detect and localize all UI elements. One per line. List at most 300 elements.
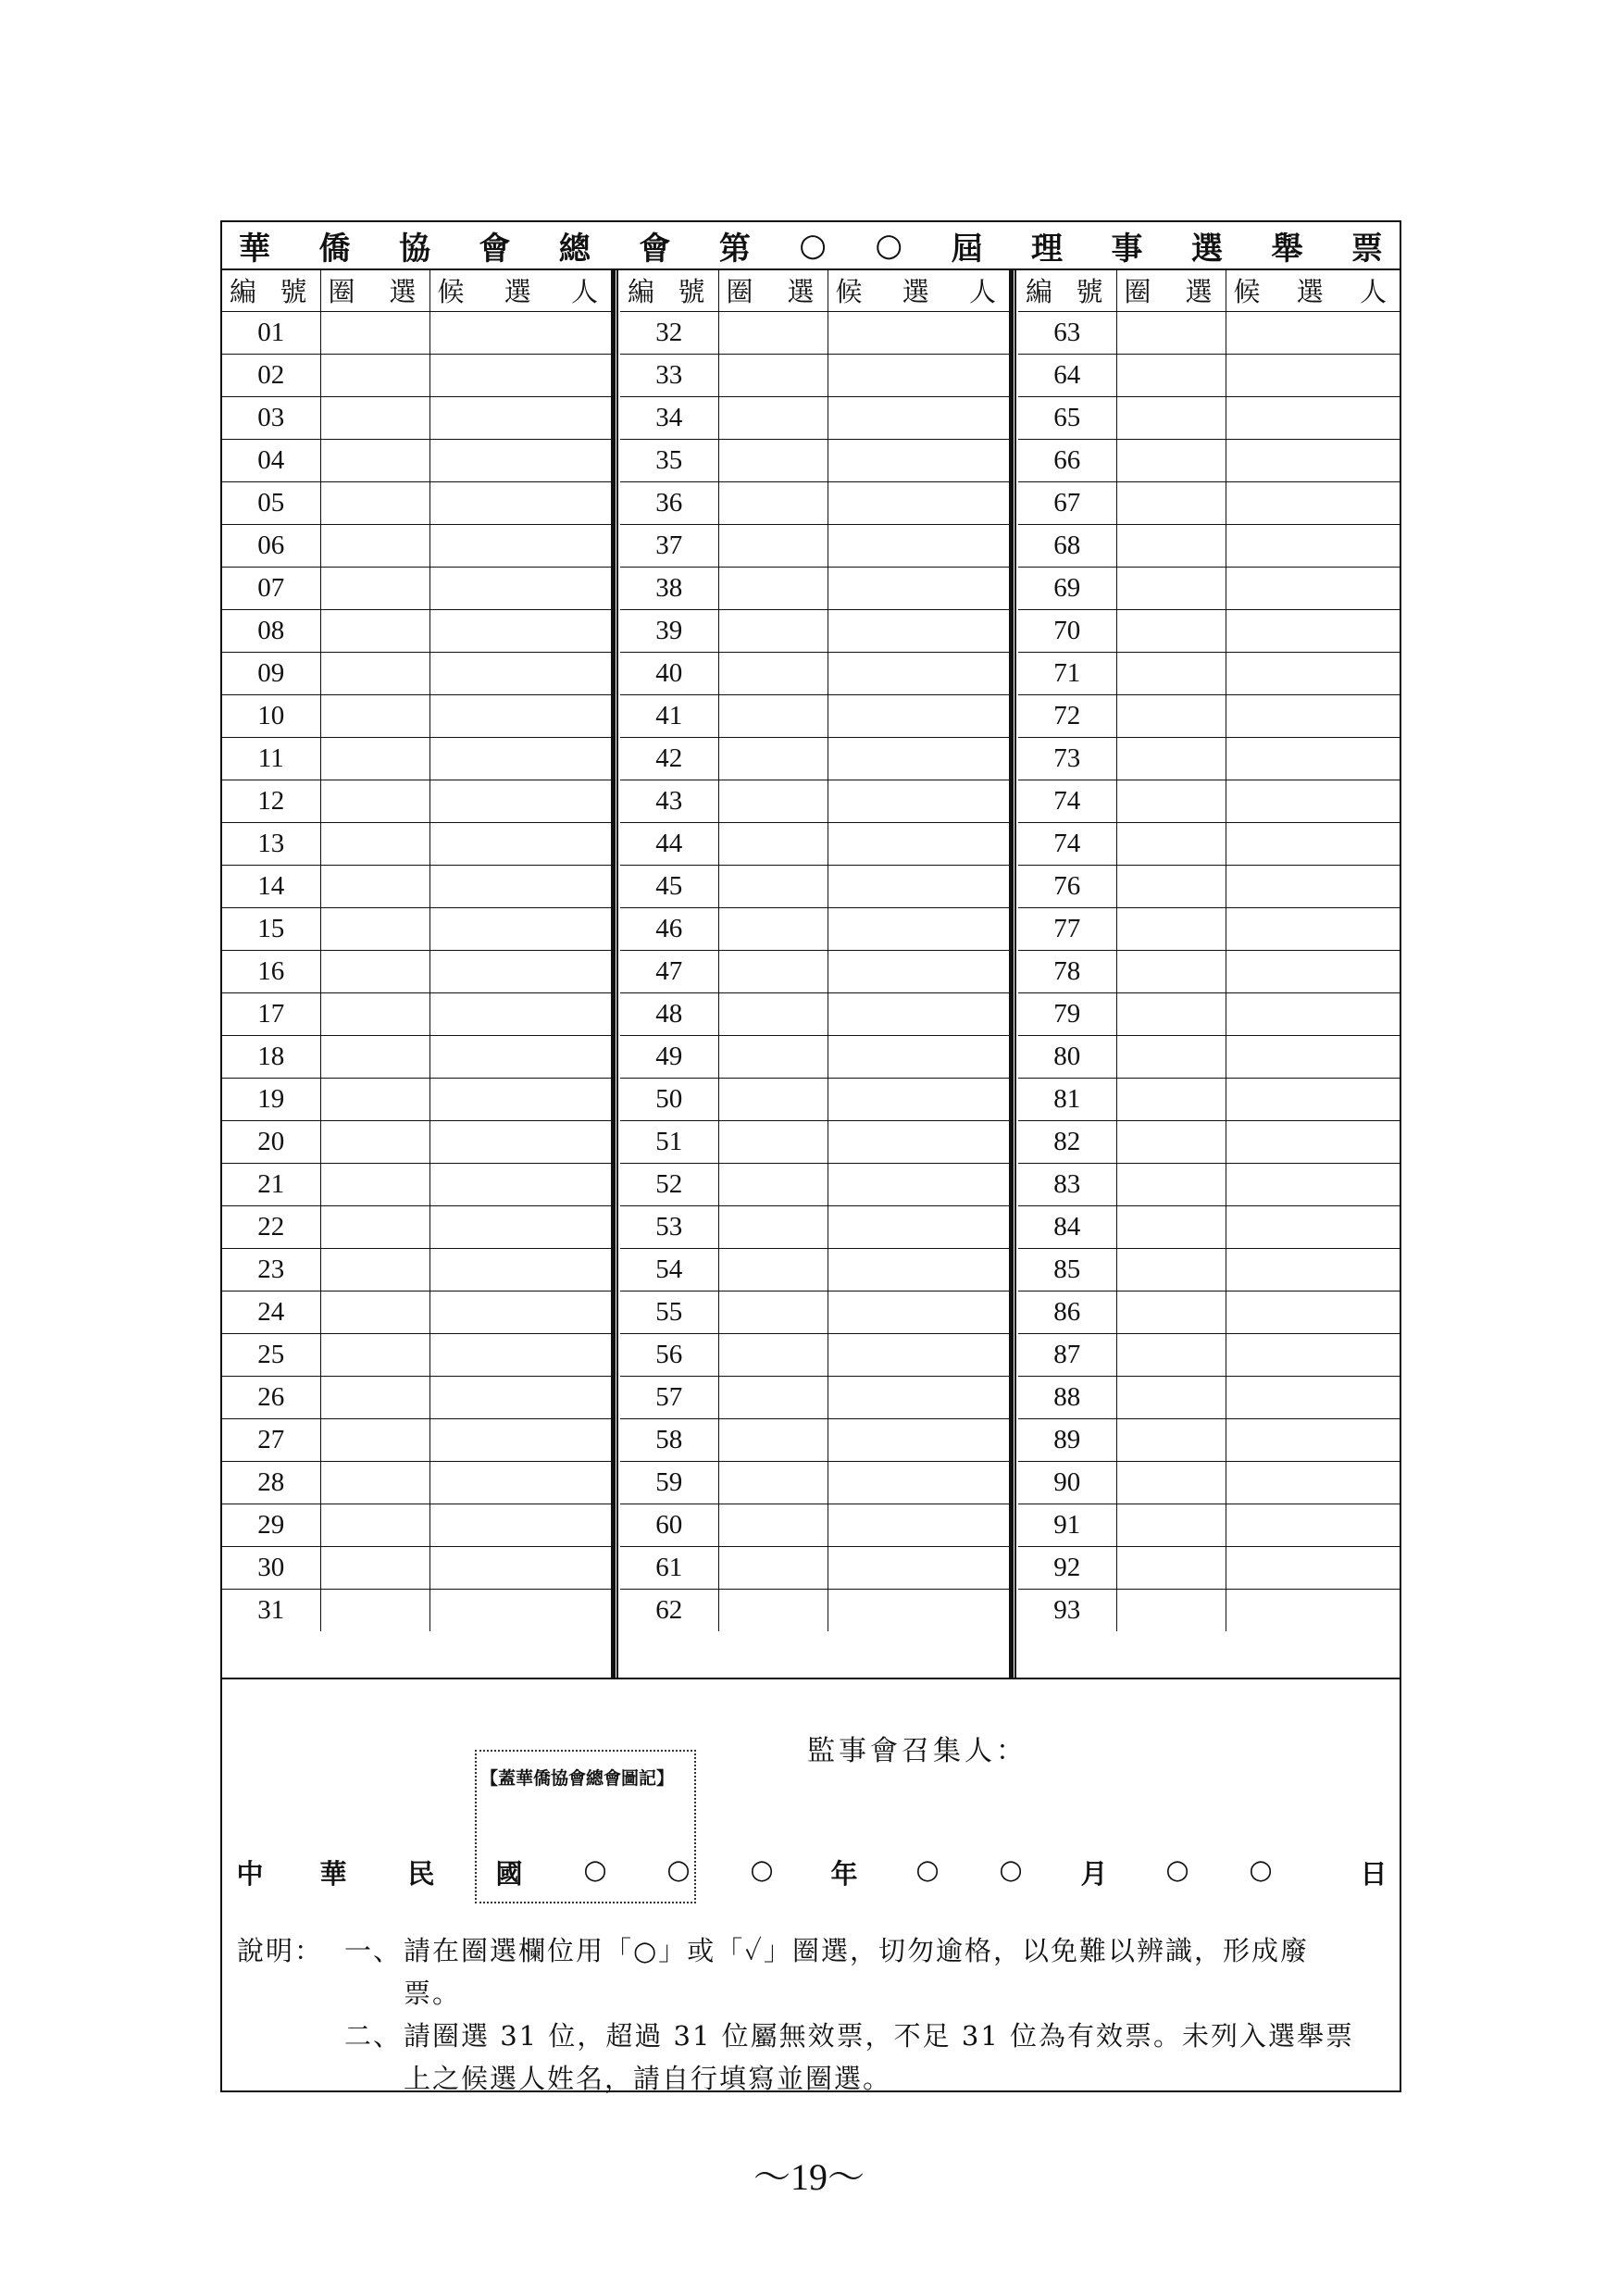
candidate-name-cell[interactable] [429, 481, 611, 524]
table-row [222, 311, 611, 354]
candidate-name-cell[interactable] [429, 311, 611, 354]
circle-cell[interactable] [718, 737, 828, 780]
candidate-name-cell[interactable] [429, 1589, 611, 1631]
title-char: 第 [718, 230, 751, 268]
circle-cell[interactable] [320, 1333, 429, 1376]
circle-cell[interactable] [718, 481, 828, 524]
candidate-number: 06 [222, 524, 320, 567]
candidate-name-cell[interactable] [429, 1546, 611, 1589]
circle-cell[interactable] [1116, 567, 1226, 609]
candidate-name-cell[interactable] [1226, 822, 1400, 865]
candidate-name-cell[interactable] [429, 1418, 611, 1461]
table-row [222, 1461, 611, 1504]
circle-cell[interactable] [1116, 780, 1226, 822]
candidate-name-cell[interactable] [429, 950, 611, 992]
candidate-name-cell[interactable] [828, 1163, 1009, 1205]
candidate-number: 69 [1018, 567, 1116, 609]
candidate-name-cell[interactable] [828, 694, 1009, 737]
candidate-name-cell[interactable] [1226, 609, 1400, 652]
header-candidate-char: 人 [1359, 276, 1392, 308]
candidate-name-cell[interactable] [1226, 1376, 1400, 1418]
circle-cell[interactable] [1116, 992, 1226, 1035]
circle-cell[interactable] [718, 1163, 828, 1205]
header-candidate [429, 270, 611, 311]
table-row [1018, 609, 1400, 652]
circle-cell[interactable] [320, 1376, 429, 1418]
circle-cell[interactable] [1116, 1504, 1226, 1546]
circle-cell[interactable] [320, 1120, 429, 1163]
circle-cell[interactable] [718, 652, 828, 694]
candidate-number: 32 [620, 311, 718, 354]
title-char: 選 [1190, 230, 1223, 268]
circle-cell[interactable] [320, 1504, 429, 1546]
circle-cell[interactable] [1116, 652, 1226, 694]
candidate-name-cell[interactable] [1226, 1589, 1400, 1631]
candidate-name-cell[interactable] [429, 1291, 611, 1333]
candidate-name-cell[interactable] [828, 950, 1009, 992]
circle-cell[interactable] [718, 1078, 828, 1120]
candidate-name-cell[interactable] [828, 567, 1009, 609]
header-candidate-char: 人 [968, 276, 1002, 308]
title-char: 華 [239, 230, 270, 268]
candidate-name-cell[interactable] [429, 609, 611, 652]
candidate-name-cell[interactable] [429, 992, 611, 1035]
candidate-number: 42 [620, 737, 718, 780]
table-row [1018, 1546, 1400, 1589]
candidate-number: 85 [1018, 1248, 1116, 1291]
circle-cell[interactable] [1116, 354, 1226, 396]
circle-cell[interactable] [320, 737, 429, 780]
table-row [222, 1376, 611, 1418]
candidate-name-cell[interactable] [1226, 1120, 1400, 1163]
candidate-name-cell[interactable] [1226, 865, 1400, 907]
circle-cell[interactable] [320, 1589, 429, 1631]
circle-cell[interactable] [718, 694, 828, 737]
circle-cell[interactable] [320, 1291, 429, 1333]
circle-cell[interactable] [1116, 737, 1226, 780]
candidate-number: 87 [1018, 1333, 1116, 1376]
candidate-name-cell[interactable] [429, 865, 611, 907]
candidate-number: 74 [1018, 822, 1116, 865]
candidate-name-cell[interactable] [828, 1589, 1009, 1631]
candidate-name-cell[interactable] [828, 1120, 1009, 1163]
candidate-name-cell[interactable] [429, 1078, 611, 1120]
date-char: ○ [666, 1853, 691, 1885]
circle-cell[interactable] [320, 780, 429, 822]
table-row [222, 992, 611, 1035]
candidate-name-cell[interactable] [828, 524, 1009, 567]
circle-cell[interactable] [718, 311, 828, 354]
candidate-name-cell[interactable] [828, 1376, 1009, 1418]
header-row [1018, 270, 1400, 311]
instructions-label: 說明： [237, 1935, 324, 1966]
candidate-name-cell[interactable] [1226, 311, 1400, 354]
circle-cell[interactable] [320, 865, 429, 907]
table-row [222, 524, 611, 567]
candidate-number: 17 [222, 992, 320, 1035]
candidate-number: 41 [620, 694, 718, 737]
circle-cell[interactable] [1116, 694, 1226, 737]
candidate-name-cell[interactable] [1226, 737, 1400, 780]
circle-cell[interactable] [320, 481, 429, 524]
circle-cell[interactable] [718, 780, 828, 822]
seal-placeholder-text: 【蓋華僑協會總會圖記】 [480, 1768, 675, 1789]
instruction-1-text-cont: 票。 [404, 1978, 462, 2009]
candidate-number: 63 [1018, 311, 1116, 354]
circle-cell[interactable] [718, 1589, 828, 1631]
candidate-name-cell[interactable] [1226, 354, 1400, 396]
circle-cell[interactable] [320, 524, 429, 567]
header-candidate-char: 候 [835, 276, 868, 308]
candidate-number: 83 [1018, 1163, 1116, 1205]
table-row [222, 439, 611, 481]
table-row [1018, 694, 1400, 737]
circle-cell[interactable] [320, 396, 429, 439]
circle-cell[interactable] [718, 1248, 828, 1291]
candidate-name-cell[interactable] [828, 609, 1009, 652]
header-circle-char: 選 [787, 276, 820, 308]
table-row [620, 694, 1009, 737]
table-row [1018, 950, 1400, 992]
candidate-name-cell[interactable] [828, 1035, 1009, 1078]
candidate-name-cell[interactable] [429, 1035, 611, 1078]
candidate-name-cell[interactable] [1226, 396, 1400, 439]
circle-cell[interactable] [320, 439, 429, 481]
candidate-name-cell[interactable] [1226, 694, 1400, 737]
candidate-name-cell[interactable] [429, 822, 611, 865]
candidate-name-cell[interactable] [429, 1163, 611, 1205]
candidate-name-cell[interactable] [828, 481, 1009, 524]
candidate-name-cell[interactable] [429, 524, 611, 567]
candidate-name-cell[interactable] [429, 694, 611, 737]
table-row [222, 1589, 611, 1631]
candidate-name-cell[interactable] [429, 907, 611, 950]
candidate-number: 43 [620, 780, 718, 822]
circle-cell[interactable] [320, 567, 429, 609]
candidate-number: 66 [1018, 439, 1116, 481]
candidate-name-cell[interactable] [429, 1376, 611, 1418]
circle-cell[interactable] [1116, 907, 1226, 950]
candidate-name-cell[interactable] [828, 311, 1009, 354]
circle-cell[interactable] [718, 950, 828, 992]
table-row [1018, 1333, 1400, 1376]
table-row [1018, 1291, 1400, 1333]
candidate-name-cell[interactable] [429, 439, 611, 481]
circle-cell[interactable] [718, 907, 828, 950]
candidate-name-cell[interactable] [828, 652, 1009, 694]
column-separator [1009, 270, 1018, 1678]
candidate-name-cell[interactable] [1226, 950, 1400, 992]
table-row [222, 567, 611, 609]
table-row [1018, 1035, 1400, 1078]
candidate-number: 61 [620, 1546, 718, 1589]
candidate-name-cell[interactable] [828, 396, 1009, 439]
circle-cell[interactable] [320, 992, 429, 1035]
instructions [237, 1929, 1387, 2100]
candidate-name-cell[interactable] [429, 1248, 611, 1291]
candidate-name-cell[interactable] [828, 1333, 1009, 1376]
candidate-number: 79 [1018, 992, 1116, 1035]
instruction-2-text: 請圈選 31 位，超過 31 位屬無效票，不足 31 位為有效票。未列入選舉票 [404, 2020, 1355, 2052]
table-row [620, 950, 1009, 992]
table-row [620, 652, 1009, 694]
candidate-name-cell[interactable] [1226, 439, 1400, 481]
circle-cell[interactable] [1116, 1163, 1226, 1205]
header-candidate [828, 270, 1009, 311]
circle-cell[interactable] [1116, 1418, 1226, 1461]
candidate-name-cell[interactable] [1226, 1291, 1400, 1333]
table-row [1018, 1078, 1400, 1120]
candidate-name-cell[interactable] [1226, 524, 1400, 567]
table-row [222, 1291, 611, 1333]
candidate-name-cell[interactable] [1226, 1418, 1400, 1461]
candidate-number: 47 [620, 950, 718, 992]
candidate-name-cell[interactable] [429, 1120, 611, 1163]
header-candidate-char: 選 [1296, 276, 1329, 308]
candidate-name-cell[interactable] [828, 907, 1009, 950]
circle-cell[interactable] [718, 524, 828, 567]
candidate-name-cell[interactable] [429, 1205, 611, 1248]
circle-cell[interactable] [718, 1120, 828, 1163]
header-number [222, 270, 320, 311]
candidate-number: 38 [620, 567, 718, 609]
header-candidate-char: 候 [437, 276, 470, 308]
candidate-name-cell[interactable] [828, 1205, 1009, 1248]
circle-cell[interactable] [1116, 1333, 1226, 1376]
circle-cell[interactable] [1116, 1078, 1226, 1120]
title-char: 會 [639, 230, 671, 268]
title-char: ○ [799, 227, 827, 264]
table-row [1018, 567, 1400, 609]
circle-cell[interactable] [718, 439, 828, 481]
candidate-name-cell[interactable] [828, 1418, 1009, 1461]
circle-cell[interactable] [718, 354, 828, 396]
circle-cell[interactable] [718, 1376, 828, 1418]
candidate-name-cell[interactable] [828, 1461, 1009, 1504]
candidate-column-1 [222, 270, 611, 1678]
circle-cell[interactable] [1116, 865, 1226, 907]
circle-cell[interactable] [1116, 311, 1226, 354]
circle-cell[interactable] [1116, 481, 1226, 524]
date-char: 國 [495, 1858, 523, 1890]
candidate-name-cell[interactable] [429, 567, 611, 609]
circle-cell[interactable] [1116, 1589, 1226, 1631]
candidate-number: 57 [620, 1376, 718, 1418]
circle-cell[interactable] [320, 354, 429, 396]
circle-cell[interactable] [718, 1035, 828, 1078]
candidate-name-cell[interactable] [1226, 1078, 1400, 1120]
circle-cell[interactable] [1116, 1546, 1226, 1589]
candidate-number: 65 [1018, 396, 1116, 439]
circle-cell[interactable] [320, 1546, 429, 1589]
circle-cell[interactable] [718, 865, 828, 907]
table-row [620, 737, 1009, 780]
header-number-char: 號 [280, 276, 313, 308]
candidate-name-cell[interactable] [828, 780, 1009, 822]
candidate-name-cell[interactable] [828, 354, 1009, 396]
candidate-name-cell[interactable] [828, 865, 1009, 907]
candidate-number: 93 [1018, 1589, 1116, 1631]
candidate-number: 78 [1018, 950, 1116, 992]
candidate-name-cell[interactable] [1226, 1205, 1400, 1248]
candidate-name-cell[interactable] [1226, 567, 1400, 609]
date-char: ○ [915, 1853, 940, 1885]
candidate-name-cell[interactable] [1226, 652, 1400, 694]
circle-cell[interactable] [1116, 950, 1226, 992]
candidate-name-cell[interactable] [1226, 992, 1400, 1035]
candidate-number: 40 [620, 652, 718, 694]
date-char: ○ [999, 1853, 1023, 1885]
table-row [222, 1035, 611, 1078]
candidate-number: 37 [620, 524, 718, 567]
circle-cell[interactable] [320, 1205, 429, 1248]
page-number: ～19～ [753, 2156, 865, 2198]
header-number-char: 號 [678, 276, 711, 308]
title-char: 總 [558, 230, 591, 268]
candidate-number: 02 [222, 354, 320, 396]
table-row [222, 396, 611, 439]
candidate-number: 81 [1018, 1078, 1116, 1120]
header-candidate-char: 選 [504, 276, 537, 308]
table-row [222, 865, 611, 907]
table-row [1018, 907, 1400, 950]
candidate-name-cell[interactable] [828, 1546, 1009, 1589]
candidate-number: 03 [222, 396, 320, 439]
circle-cell[interactable] [1116, 609, 1226, 652]
header-number-char: 號 [1076, 276, 1109, 308]
candidate-name-cell[interactable] [1226, 481, 1400, 524]
candidate-name-cell[interactable] [1226, 1546, 1400, 1589]
candidate-name-cell[interactable] [429, 1333, 611, 1376]
circle-cell[interactable] [1116, 1120, 1226, 1163]
candidate-number: 54 [620, 1248, 718, 1291]
candidate-name-cell[interactable] [429, 1461, 611, 1504]
circle-cell[interactable] [320, 1461, 429, 1504]
circle-cell[interactable] [718, 822, 828, 865]
ballot-footer [222, 1678, 1400, 2096]
instruction-1-text: 請在圈選欄位用「○」或「✓」圈選，切勿逾格，以免難以辨識，形成廢 [404, 1935, 1310, 1966]
candidate-name-cell[interactable] [828, 1291, 1009, 1333]
candidate-number: 82 [1018, 1120, 1116, 1163]
circle-cell[interactable] [320, 822, 429, 865]
table-row [1018, 1504, 1400, 1546]
candidate-name-cell[interactable] [1226, 780, 1400, 822]
table-row [620, 609, 1009, 652]
circle-cell[interactable] [718, 1546, 828, 1589]
circle-cell[interactable] [1116, 396, 1226, 439]
candidate-name-cell[interactable] [828, 1248, 1009, 1291]
candidate-number: 30 [222, 1546, 320, 1589]
candidate-name-cell[interactable] [1226, 1163, 1400, 1205]
circle-cell[interactable] [718, 1504, 828, 1546]
table-row [222, 652, 611, 694]
candidate-name-cell[interactable] [1226, 1461, 1400, 1504]
candidate-number: 45 [620, 865, 718, 907]
candidate-name-cell[interactable] [828, 1504, 1009, 1546]
circle-cell[interactable] [718, 609, 828, 652]
header-number-char: 編 [230, 276, 263, 308]
circle-cell[interactable] [320, 1163, 429, 1205]
candidate-number: 19 [222, 1078, 320, 1120]
candidate-name-cell[interactable] [429, 1504, 611, 1546]
candidate-name-cell[interactable] [1226, 1248, 1400, 1291]
circle-cell[interactable] [1116, 1248, 1226, 1291]
table-row [620, 1546, 1009, 1589]
date-char: 民 [407, 1858, 435, 1890]
circle-cell[interactable] [1116, 1376, 1226, 1418]
circle-cell[interactable] [320, 652, 429, 694]
circle-cell[interactable] [320, 609, 429, 652]
candidate-name-cell[interactable] [828, 439, 1009, 481]
candidate-number: 10 [222, 694, 320, 737]
candidate-number: 04 [222, 439, 320, 481]
circle-cell[interactable] [320, 311, 429, 354]
circle-cell[interactable] [1116, 439, 1226, 481]
candidate-name-cell[interactable] [1226, 907, 1400, 950]
candidate-name-cell[interactable] [429, 780, 611, 822]
table-row [222, 1418, 611, 1461]
table-row [620, 780, 1009, 822]
circle-cell[interactable] [718, 1333, 828, 1376]
circle-cell[interactable] [1116, 1035, 1226, 1078]
circle-cell[interactable] [320, 1078, 429, 1120]
circle-cell[interactable] [718, 1291, 828, 1333]
candidate-name-cell[interactable] [828, 1078, 1009, 1120]
candidate-name-cell[interactable] [429, 652, 611, 694]
candidate-number: 50 [620, 1078, 718, 1120]
circle-cell[interactable] [718, 1205, 828, 1248]
candidate-column-3 [1018, 270, 1400, 1678]
circle-cell[interactable] [320, 1248, 429, 1291]
circle-cell[interactable] [718, 992, 828, 1035]
candidate-number: 76 [1018, 865, 1116, 907]
candidate-name-cell[interactable] [828, 822, 1009, 865]
circle-cell[interactable] [718, 396, 828, 439]
table-row [1018, 1589, 1400, 1631]
circle-cell[interactable] [1116, 1205, 1226, 1248]
circle-cell[interactable] [320, 950, 429, 992]
candidate-number: 31 [222, 1589, 320, 1631]
circle-cell[interactable] [718, 1418, 828, 1461]
candidate-name-cell[interactable] [828, 992, 1009, 1035]
table-row [620, 1418, 1009, 1461]
circle-cell[interactable] [1116, 822, 1226, 865]
candidate-name-cell[interactable] [1226, 1504, 1400, 1546]
candidate-number: 80 [1018, 1035, 1116, 1078]
table-row [222, 1205, 611, 1248]
circle-cell[interactable] [718, 1461, 828, 1504]
circle-cell[interactable] [320, 1035, 429, 1078]
table-row [1018, 311, 1400, 354]
candidate-name-cell[interactable] [429, 396, 611, 439]
circle-cell[interactable] [320, 694, 429, 737]
candidate-name-cell[interactable] [429, 737, 611, 780]
candidate-name-cell[interactable] [1226, 1035, 1400, 1078]
circle-cell[interactable] [718, 567, 828, 609]
circle-cell[interactable] [320, 1418, 429, 1461]
table-row [620, 992, 1009, 1035]
circle-cell[interactable] [320, 907, 429, 950]
candidate-number: 24 [222, 1291, 320, 1333]
candidate-name-cell[interactable] [429, 354, 611, 396]
candidate-name-cell[interactable] [1226, 1333, 1400, 1376]
circle-cell[interactable] [1116, 1461, 1226, 1504]
table-row [222, 1120, 611, 1163]
circle-cell[interactable] [1116, 1291, 1226, 1333]
circle-cell[interactable] [1116, 524, 1226, 567]
candidate-number: 88 [1018, 1376, 1116, 1418]
candidate-name-cell[interactable] [828, 737, 1009, 780]
